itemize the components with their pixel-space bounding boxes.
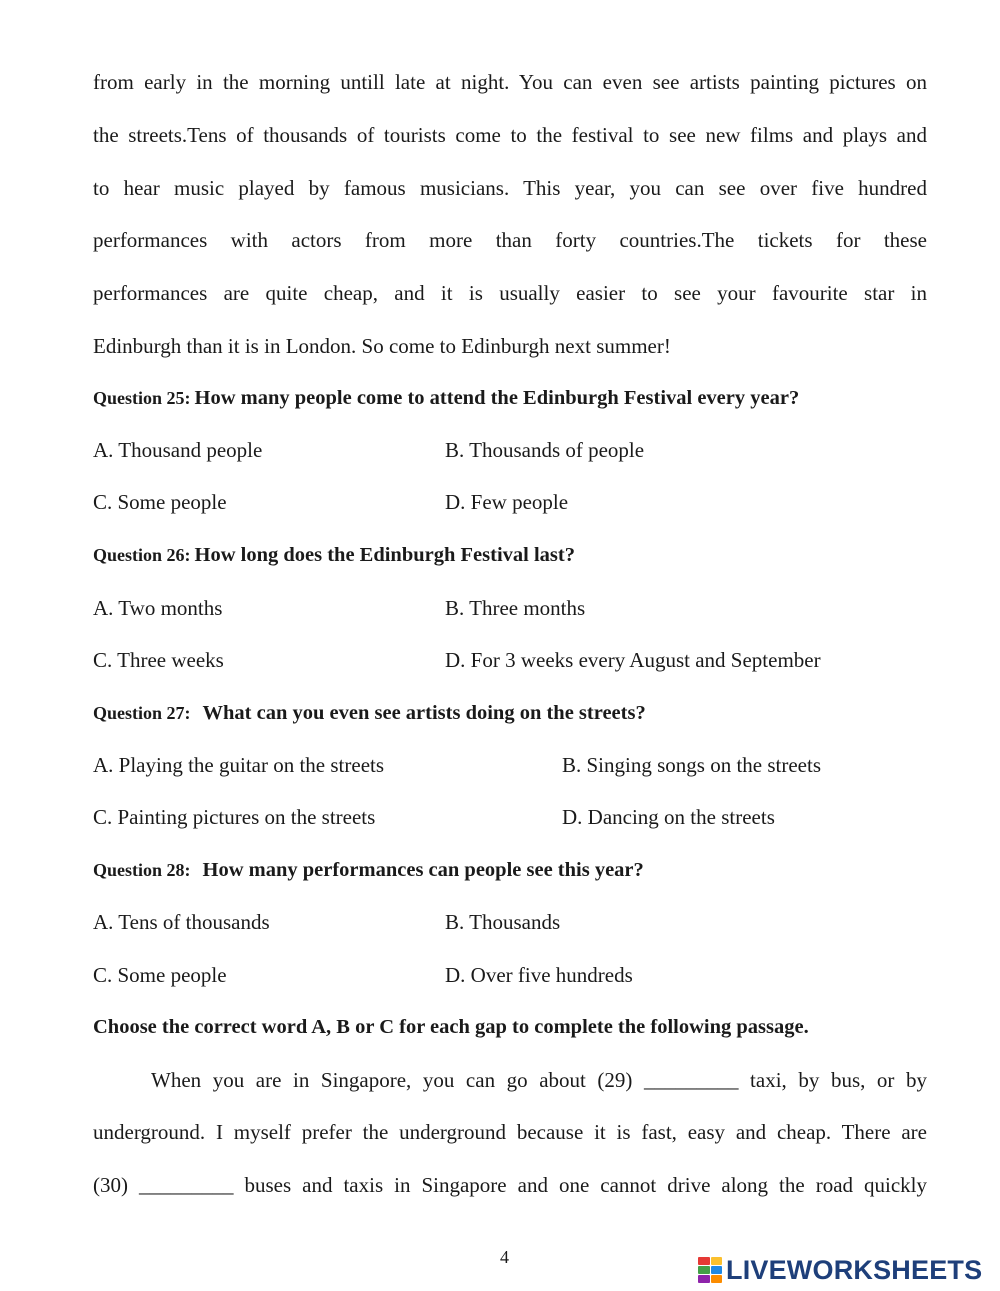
option-a[interactable]: A. Playing the guitar on the streets xyxy=(93,753,385,777)
question-text: What can you even see artists doing on the streets? xyxy=(202,702,646,724)
question-number: Question 25: xyxy=(93,388,191,408)
option-d[interactable]: D. Dancing on the streets xyxy=(562,805,775,829)
option-c[interactable]: C. Painting pictures on the streets xyxy=(93,805,376,829)
option-b[interactable]: B. Three months xyxy=(445,596,586,620)
passage-line: from early in the morning untill late at night. You can even see artists painting pictures on xyxy=(93,70,927,94)
question-27 xyxy=(93,700,646,728)
passage-line: Edinburgh than it is in London. So come to Edinburgh next summer! xyxy=(93,334,671,358)
question-28 xyxy=(93,857,644,885)
brand-name: LIVEWORKSHEETS xyxy=(726,1254,983,1285)
question-number: Question 27: xyxy=(93,703,191,723)
liveworksheets-icon xyxy=(698,1257,722,1283)
liveworksheets-logo[interactable] xyxy=(698,1253,982,1287)
passage-line: to hear music played by famous musicians. This year, you can see over five hundred xyxy=(93,176,927,200)
option-d[interactable]: D. Few people xyxy=(445,490,569,514)
section-instruction: Choose the correct word A, B or C for each gap to complete the following passage. xyxy=(93,1016,809,1038)
logo-block xyxy=(698,1257,710,1265)
passage-line: performances are quite cheap, and it is usually easier to see your favourite star in xyxy=(93,281,927,305)
passage-line: underground. I myself prefer the underground because it is fast, easy and cheap. There are xyxy=(93,1120,927,1144)
question-number: Question 28: xyxy=(93,860,191,880)
option-d[interactable]: D. For 3 weeks every August and September xyxy=(445,648,821,672)
option-a[interactable]: A. Thousand people xyxy=(93,438,263,462)
logo-block xyxy=(698,1266,710,1274)
option-a[interactable]: A. Tens of thousands xyxy=(93,910,270,934)
logo-block xyxy=(711,1257,723,1265)
passage-line: When you are in Singapore, you can go about (29) _________ taxi, by bus, or by xyxy=(151,1068,927,1092)
question-26 xyxy=(93,542,575,570)
question-text: How many performances can people see this year? xyxy=(202,859,644,881)
passage-line: the streets.Tens of thousands of tourists come to the festival to see new films and plays and xyxy=(93,123,927,147)
question-25 xyxy=(93,385,799,413)
question-text: How long does the Edinburgh Festival last? xyxy=(194,544,575,566)
passage-line: (30) _________ buses and taxis in Singapore and one cannot drive along the road quickly xyxy=(93,1173,927,1197)
page-number: 4 xyxy=(500,1247,509,1267)
passage-line: performances with actors from more than forty countries.The tickets for these xyxy=(93,228,927,252)
logo-block xyxy=(698,1275,710,1283)
option-c[interactable]: C. Some people xyxy=(93,490,227,514)
option-c[interactable]: C. Three weeks xyxy=(93,648,224,672)
option-a[interactable]: A. Two months xyxy=(93,596,223,620)
option-b[interactable]: B. Thousands of people xyxy=(445,438,645,462)
option-c[interactable]: C. Some people xyxy=(93,963,227,987)
option-b[interactable]: B. Singing songs on the streets xyxy=(562,753,822,777)
question-text: How many people come to attend the Edinburgh Festival every year? xyxy=(194,387,800,409)
option-b[interactable]: B. Thousands xyxy=(445,910,561,934)
question-number: Question 26: xyxy=(93,545,191,565)
logo-block xyxy=(711,1266,723,1274)
logo-block xyxy=(711,1275,723,1283)
option-d[interactable]: D. Over five hundreds xyxy=(445,963,633,987)
